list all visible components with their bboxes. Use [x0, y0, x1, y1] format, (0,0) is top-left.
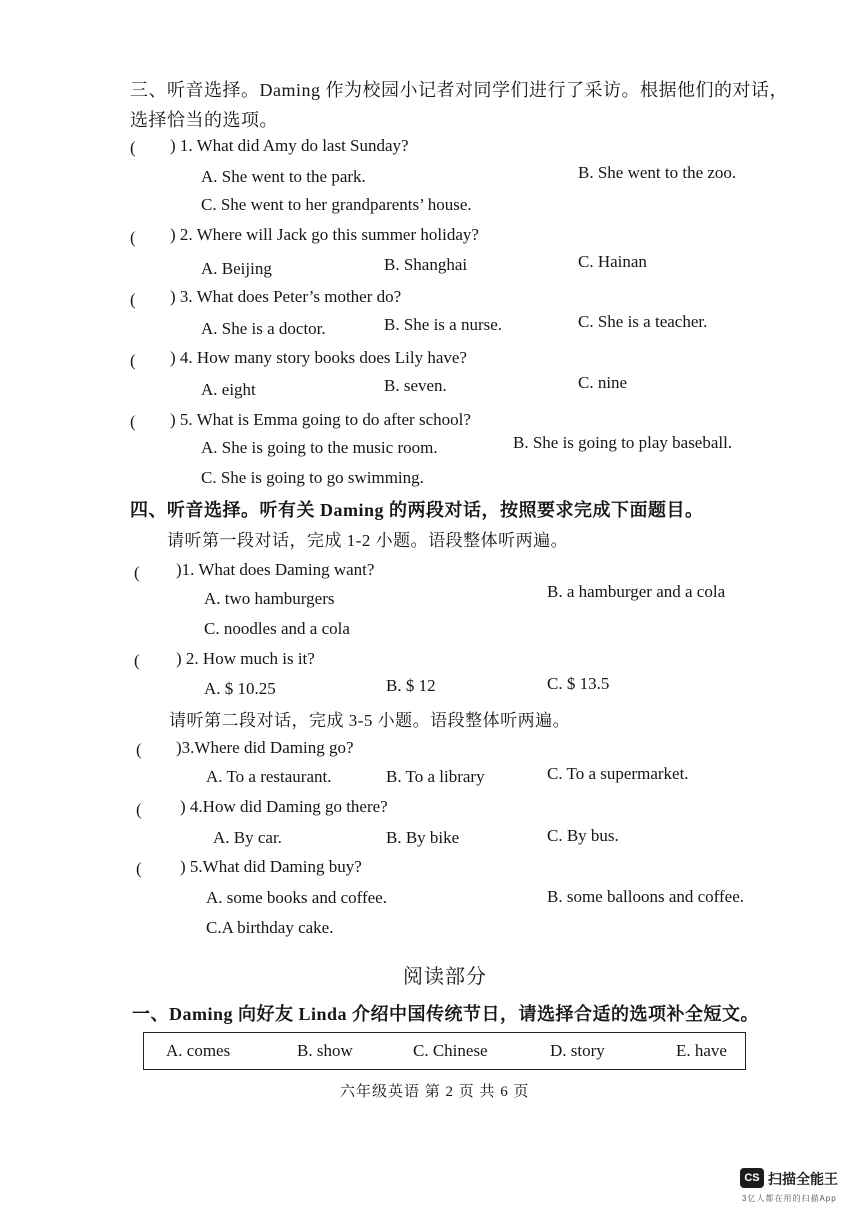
option-c: C. To a supermarket. — [547, 764, 689, 783]
option-a: A. Beijing — [201, 259, 272, 278]
section4-heading: 四、听音选择。听有关 Daming 的两段对话，按照要求完成下面题目。 — [130, 500, 704, 520]
option-b: B. some balloons and coffee. — [547, 887, 745, 906]
question-text: ) 1. What did Amy do last Sunday? — [170, 136, 409, 155]
option-b: B. By bike — [386, 828, 460, 847]
option-c: C. She went to her grandparents’ house. — [201, 195, 472, 214]
option-b: B. She is going to play baseball. — [513, 433, 733, 452]
option-b: B. a hamburger and a cola — [547, 582, 726, 601]
answer-paren[interactable]: ( — [130, 290, 136, 309]
option-a: A. She went to the park. — [201, 167, 366, 186]
option-c: C.A birthday cake. — [206, 918, 334, 937]
part2-instruction: 请听第二段对话，完成 3-5 小题。语段整体听两遍。 — [169, 711, 571, 730]
watermark-tagline: 3亿人都在用的扫描App — [742, 1194, 837, 1203]
answer-paren[interactable]: ( — [136, 800, 142, 819]
reading-title: 阅读部分 — [403, 966, 487, 988]
option-a: A. By car. — [213, 828, 282, 847]
answer-paren[interactable]: ( — [134, 651, 140, 670]
answer-paren[interactable]: ( — [130, 138, 136, 157]
camscanner-logo-icon: CS — [740, 1168, 764, 1188]
question-text: ) 4. How many story books does Lily have? — [170, 348, 467, 367]
word-option-b: B. show — [297, 1041, 353, 1060]
answer-paren[interactable]: ( — [130, 412, 136, 431]
option-c: C. She is going to go swimming. — [201, 468, 424, 487]
answer-paren[interactable]: ( — [134, 563, 140, 582]
question-text: ) 3. What does Peter’s mother do? — [170, 287, 402, 306]
option-c: C. Hainan — [578, 252, 647, 271]
option-b: B. $ 12 — [386, 676, 436, 695]
answer-paren[interactable]: ( — [136, 859, 142, 878]
question-text: ) 5. What is Emma going to do after school? — [170, 410, 471, 429]
word-option-a: A. comes — [166, 1041, 231, 1060]
option-a: A. To a restaurant. — [206, 767, 332, 786]
option-a: A. She is a doctor. — [201, 319, 326, 338]
option-b: B. To a library — [386, 767, 485, 786]
question-text: ) 5.What did Daming buy? — [180, 857, 362, 876]
word-option-d: D. story — [550, 1041, 605, 1060]
option-c: C. $ 13.5 — [547, 674, 610, 693]
reading-heading: 一、Daming 向好友 Linda 介绍中国传统节日，请选择合适的选项补全短文。 — [132, 1004, 760, 1024]
word-option-c: C. Chinese — [413, 1041, 488, 1060]
option-b: B. She went to the zoo. — [578, 163, 737, 182]
option-b: B. seven. — [384, 376, 447, 395]
option-b: B. Shanghai — [384, 255, 468, 274]
section3-heading-line1: 三、听音选择。Daming 作为校园小记者对同学们进行了采访。根据他们的对话， — [130, 80, 788, 100]
watermark-name: 扫描全能王 — [768, 1171, 838, 1187]
question-text: ) 4.How did Daming go there? — [180, 797, 388, 816]
question-text: )3.Where did Daming go? — [176, 738, 354, 757]
option-c: C. By bus. — [547, 826, 619, 845]
option-c: C. She is a teacher. — [578, 312, 708, 331]
option-c: C. nine — [578, 373, 628, 392]
option-c: C. noodles and a cola — [204, 619, 350, 638]
option-a: A. two hamburgers — [204, 589, 335, 608]
section3-heading-line2: 选择恰当的选项。 — [130, 110, 278, 130]
question-text: ) 2. How much is it? — [176, 649, 315, 668]
word-bank — [143, 1032, 746, 1070]
option-a: A. some books and coffee. — [206, 888, 387, 907]
answer-paren[interactable]: ( — [130, 351, 136, 370]
question-text: ) 2. Where will Jack go this summer holiday? — [170, 225, 479, 244]
option-a: A. eight — [201, 380, 256, 399]
option-a: A. She is going to the music room. — [201, 438, 438, 457]
answer-paren[interactable]: ( — [136, 740, 142, 759]
page-footer: 六年级英语 第 2 页 共 6 页 — [340, 1084, 530, 1100]
part1-instruction: 请听第一段对话，完成 1-2 小题。语段整体听两遍。 — [167, 531, 569, 550]
option-a: A. $ 10.25 — [204, 679, 276, 698]
option-b: B. She is a nurse. — [384, 315, 503, 334]
question-text: )1. What does Daming want? — [176, 560, 375, 579]
word-option-e: E. have — [676, 1041, 727, 1060]
answer-paren[interactable]: ( — [130, 228, 136, 247]
